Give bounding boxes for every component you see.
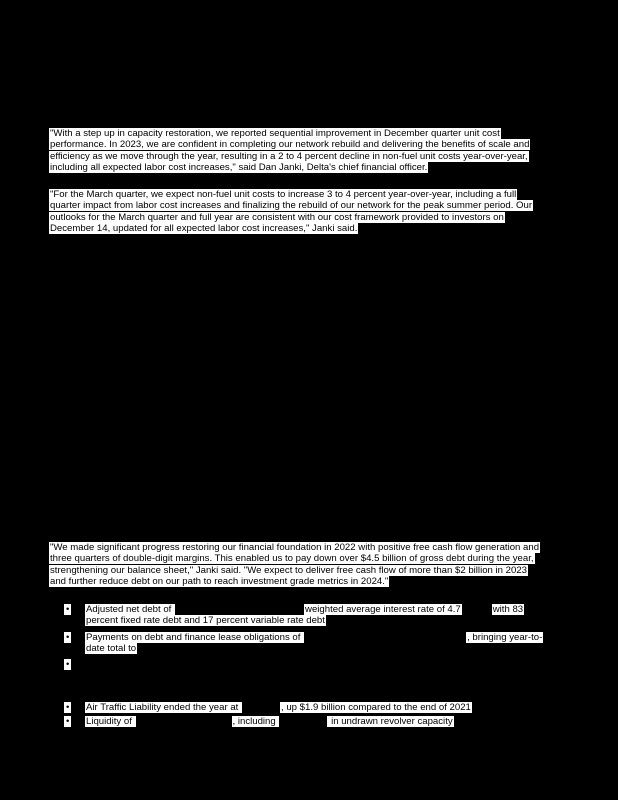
bullet-icon: •	[66, 604, 70, 615]
bullet-text: Air Traffic Liability ended the year at	[86, 702, 242, 713]
bullet-icon: •	[66, 716, 70, 727]
bullet-text: , bringing year-to-	[467, 632, 543, 643]
bullet-icon: •	[66, 659, 70, 670]
paragraph-financial-foundation	[49, 542, 574, 588]
text-line: December 14, updated for all expected labor cost increases," Janki said.	[50, 223, 358, 235]
text-line: "For the March quarter, we expect non-fuel unit costs to increase 3 to 4 percent year-over-year, including a full	[50, 189, 517, 200]
bullet-text: with 83	[492, 604, 524, 615]
text-line: performance. In 2023, we are confident in completing our network rebuild and delivering the benefits of scale and	[50, 139, 530, 151]
bullet-text: Adjusted net debt of	[86, 604, 175, 615]
redaction-block	[136, 716, 232, 727]
bullet-text: percent fixed rate debt and 17 percent variable rate debt	[86, 615, 325, 627]
bullet-icon: •	[66, 632, 70, 643]
bullet-text: , including	[232, 716, 279, 727]
paragraph-march-quarter-outlook	[49, 189, 574, 235]
bullet-text: Liquidity of	[86, 716, 135, 727]
redaction-block	[242, 702, 280, 713]
bullet-text: in undrawn revolver capacity	[328, 716, 453, 727]
text-line: and further reduce debt on our path to reach investment grade metrics in 2024."	[50, 576, 389, 588]
redaction-block	[462, 604, 492, 615]
text-line: three quarters of double-digit margins. This enabled us to pay down over $4.5 billion of gross debt during the year,	[50, 553, 534, 565]
bullet-text: , up $1.9 billion compared to the end of 2021	[281, 702, 471, 713]
redaction-block	[279, 716, 327, 727]
paragraph-cost-performance	[49, 128, 574, 174]
text-line: quarter impact from labor cost increases and finalizing the rebuild of our network for the peak summer period. Our	[50, 200, 533, 212]
redaction-block	[175, 604, 304, 615]
text-line: including all expected labor cost increases," said Dan Janki, Delta's chief financial officer.	[50, 162, 428, 174]
text-line: "With a step up in capacity restoration, we reported sequential improvement in December quarter unit cost	[50, 128, 500, 139]
text-line: "We made significant progress restoring our financial foundation in 2022 with positive free cash flow generation and	[50, 542, 540, 553]
text-line: efficiency as we move through the year, resulting in a 2 to 4 percent decline in non-fuel unit costs year-over-year,	[50, 150, 528, 162]
bullet-icon: •	[66, 702, 70, 713]
bullet-text: Payments on debt and finance lease obligations of	[86, 632, 304, 643]
bullet-text: date total to	[86, 643, 137, 655]
text-line: outlooks for the March quarter and full year are consistent with our cost framework provided to investors on	[50, 211, 504, 223]
bullet-text: weighted average interest rate of 4.7	[305, 604, 461, 615]
text-line: strengthening our balance sheet," Janki said. "We expect to deliver free cash flow of more than $2 billion in 2023	[50, 564, 528, 576]
redaction-block	[304, 632, 466, 643]
